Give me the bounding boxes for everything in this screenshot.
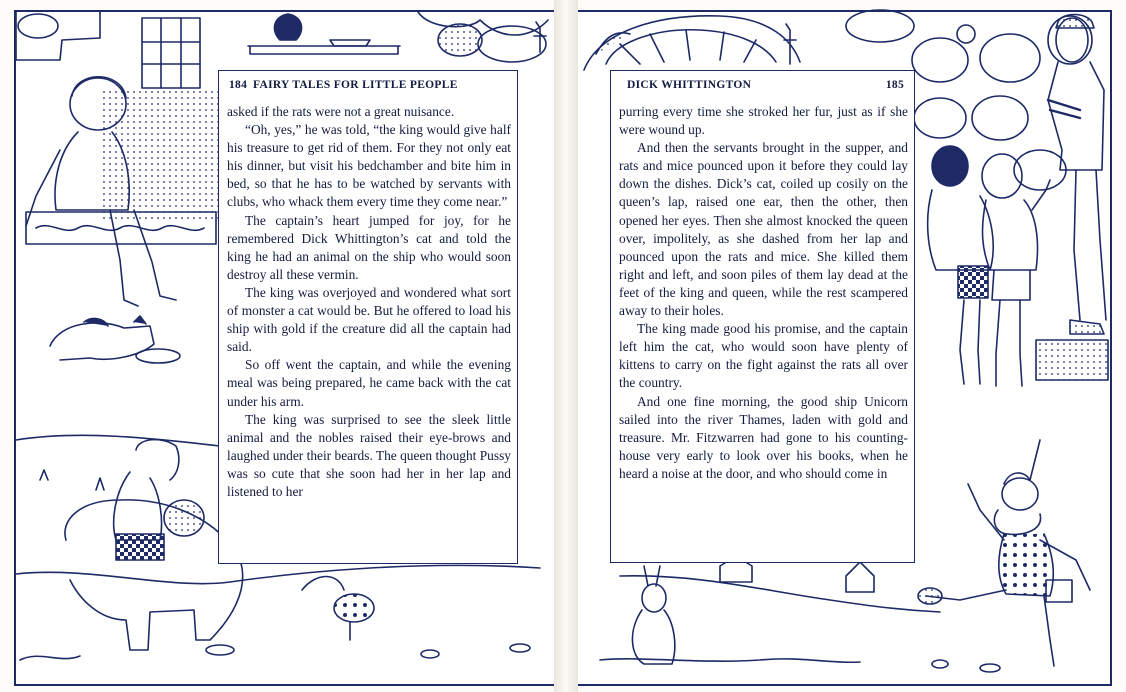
left-running-head — [229, 79, 507, 95]
left-text-panel — [218, 70, 518, 564]
left-page-number: 184 — [229, 79, 248, 91]
right-running-title: DICK WHITTINGTON — [627, 79, 752, 91]
rabbit-and-village — [600, 556, 1000, 672]
right-text-panel — [610, 70, 915, 563]
right-paragraph: And one fine morning, the good ship Unicorn sailed into the river Thames, laden with gold and treasure. Mr. Fitzwarren had gone to his counting-house very early to look over his books, when he heard a noise at the door, and who should come in — [619, 393, 908, 481]
left-paragraph: The captain’s heart jumped for joy, for he remembered Dick Whittington’s cat and told the king he had an animal on the ship who would soon destroy all these vermin. — [227, 212, 511, 282]
left-paragraph: The king was surprised to see the sleek little animal and the nobles raised their eye-brows and laughed under their beards. The queen thought Pussy was so cute that she soon had her in her lap and listened to her — [227, 411, 511, 499]
left-running-title: FAIRY TALES FOR LITTLE PEOPLE — [253, 79, 458, 91]
right-paragraph: purring every time she stroked her fur, just as if she were wound up. — [619, 104, 908, 138]
standing-man — [1036, 15, 1108, 381]
right-running-head — [621, 79, 904, 95]
stone-arch-right — [584, 16, 975, 70]
cat-drinking — [50, 316, 180, 363]
ground-pebbles-left — [20, 644, 530, 660]
shelf-with-vase — [248, 14, 546, 54]
two-boys — [928, 146, 1050, 386]
left-paragraph: So off went the captain, and while the evening meal was being prepared, he came back with the cat under his arm. — [227, 357, 511, 409]
left-body-text — [227, 103, 511, 501]
left-paragraph: asked if the rats were not a great nuisance. — [227, 104, 455, 119]
left-paragraph: “Oh, yes,” he was told, “the king would give half his treasure to get rid of them. For they not only eat his dinner, but visit his bedchamber and bite him in bed, so that he has to be watched by servants with clubs, who whack them every time they come near.” — [227, 122, 511, 210]
window-illustration — [100, 18, 220, 220]
right-body-text — [619, 103, 908, 483]
right-paragraph: And then the servants brought in the supper, and rats and mice pounced upon it before they could lay down the dishes. Dick’s cat, coiled up cosily on the queen’s lap, raised one ear, then the other, then opened her eyes. Then she almost knocked the queen over, impolitely, as she dashed from her lap and pounced upon the rats and mice. She killed them right and left, and soon piles of them lay dead at the feet of the king and queen, while the rest scampered away to their holes. — [619, 140, 908, 319]
dancing-jester — [918, 440, 1090, 666]
left-paragraph: The king was overjoyed and wondered what sort of monster a cat would be. But he offered to load his ship with gold if the creature did all the captain had said. — [227, 284, 511, 355]
right-paragraph: The king made good his promise, and the captain left him the cat, who would soon have plenty of kittens to carry on the fight against the rats all over the country. — [619, 321, 908, 391]
right-page-number: 185 — [885, 79, 904, 91]
